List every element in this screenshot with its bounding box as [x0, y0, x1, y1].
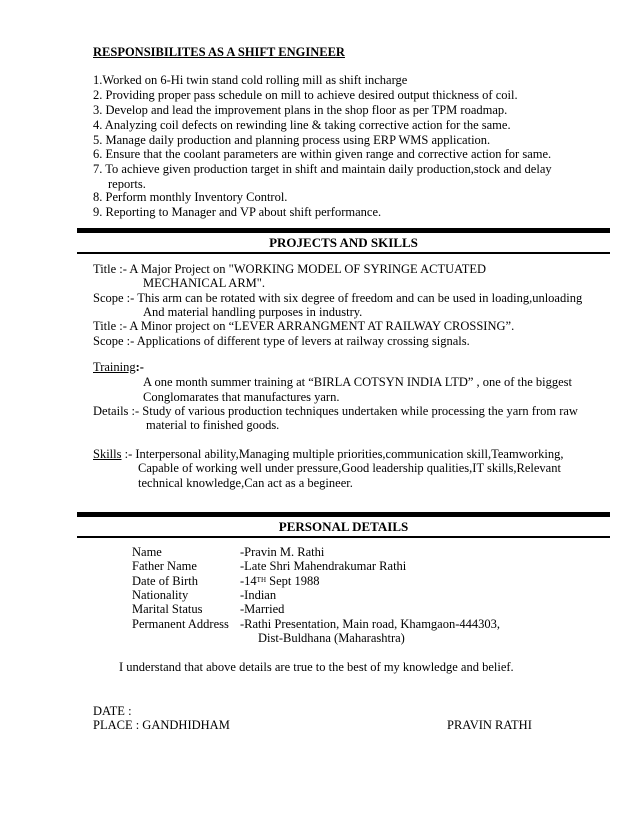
detail-value: -Married: [240, 602, 285, 616]
responsibility-item: 2. Providing proper pass schedule on mill to achieve desired output thickness of coil.: [93, 88, 518, 102]
skills-line: [93, 447, 563, 462]
detail-label: Permanent Address: [132, 617, 229, 631]
training-heading: [93, 360, 144, 375]
training-suffix: :-: [135, 360, 144, 374]
skills-label: Skills: [93, 447, 122, 461]
training-label: Training: [93, 360, 136, 374]
responsibilities-heading: RESPONSIBILITES AS A SHIFT ENGINEER: [93, 45, 345, 59]
skills-line: Capable of working well under pressure,Good leadership qualities,IT skills,Relevant: [138, 461, 561, 475]
training-line: Details :- Study of various production techniques undertaken while processing the yarn from raw: [93, 404, 578, 418]
project-line: And material handling purposes in industry.: [143, 305, 363, 319]
personal-heading: PERSONAL DETAILS: [278, 519, 409, 534]
training-line: material to finished goods.: [146, 418, 280, 432]
training-line: A one month summer training at “BIRLA COTSYN INDIA LTD” , one of the biggest: [143, 375, 572, 389]
place-line: PLACE : GANDHIDHAM: [93, 718, 230, 732]
responsibility-item: 6. Ensure that the coolant parameters are within given range and corrective action for same.: [93, 147, 552, 161]
project-line: MECHANICAL ARM".: [143, 276, 266, 290]
skills-line: technical knowledge,Can act as a begineer.: [138, 476, 353, 490]
responsibility-item: 9. Reporting to Manager and VP about shift performance.: [93, 205, 382, 219]
personal-section-header: [77, 512, 610, 538]
skills-text: :- Interpersonal ability,Managing multiple priorities,communication skill,Teamworking,: [121, 447, 564, 461]
detail-label: Marital Status: [132, 602, 203, 616]
section-rule-bottom: [77, 252, 610, 254]
projects-heading: PROJECTS AND SKILLS: [269, 235, 418, 250]
responsibility-item: 3. Develop and lead the improvement plans in the shop floor as per TPM roadmap.: [93, 103, 508, 117]
detail-value: -Rathi Presentation, Main road, Khamgaon-444303,: [240, 617, 501, 631]
detail-label: Nationality: [132, 588, 189, 602]
declaration-text: I understand that above details are true to the best of my knowledge and belief.: [119, 660, 514, 674]
detail-label: Father Name: [132, 559, 197, 573]
responsibility-item: 4. Analyzing coil defects on rewinding line & taking corrective action for the same.: [93, 118, 511, 132]
detail-value: Dist-Buldhana (Maharashtra): [258, 631, 405, 645]
project-line: Scope :- This arm can be rotated with six degree of freedom and can be used in loading,unloading: [93, 291, 583, 305]
responsibility-item: 7. To achieve given production target in shift and maintain daily production,stock and delay: [93, 162, 552, 176]
project-line: Title :- A Major Project on "WORKING MODEL OF SYRINGE ACTUATED: [93, 262, 487, 276]
detail-value: -14TH Sept 1988: [240, 574, 320, 588]
training-line: Conglomarates that manufactures yarn.: [143, 390, 340, 404]
responsibility-item: reports.: [108, 177, 146, 191]
project-line: Scope :- Applications of different type of levers at railway crossing signals.: [93, 334, 470, 348]
responsibility-item: 5. Manage daily production and planning process using ERP WMS application.: [93, 133, 491, 147]
detail-label: Date of Birth: [132, 574, 198, 588]
signature-name: PRAVIN RATHI: [447, 718, 532, 732]
section-rule-bottom: [77, 536, 610, 538]
detail-value: -Pravin M. Rathi: [240, 545, 325, 559]
projects-section-header: [77, 228, 610, 254]
responsibility-item: 8. Perform monthly Inventory Control.: [93, 190, 288, 204]
detail-value: -Indian: [240, 588, 277, 602]
detail-value: -Late Shri Mahendrakumar Rathi: [240, 559, 407, 573]
date-line: DATE :: [93, 704, 132, 718]
detail-label: Name: [132, 545, 162, 559]
responsibility-item: 1.Worked on 6-Hi twin stand cold rolling mill as shift incharge: [93, 73, 408, 87]
project-line: Title :- A Minor project on “LEVER ARRANGMENT AT RAILWAY CROSSING”.: [93, 319, 515, 333]
